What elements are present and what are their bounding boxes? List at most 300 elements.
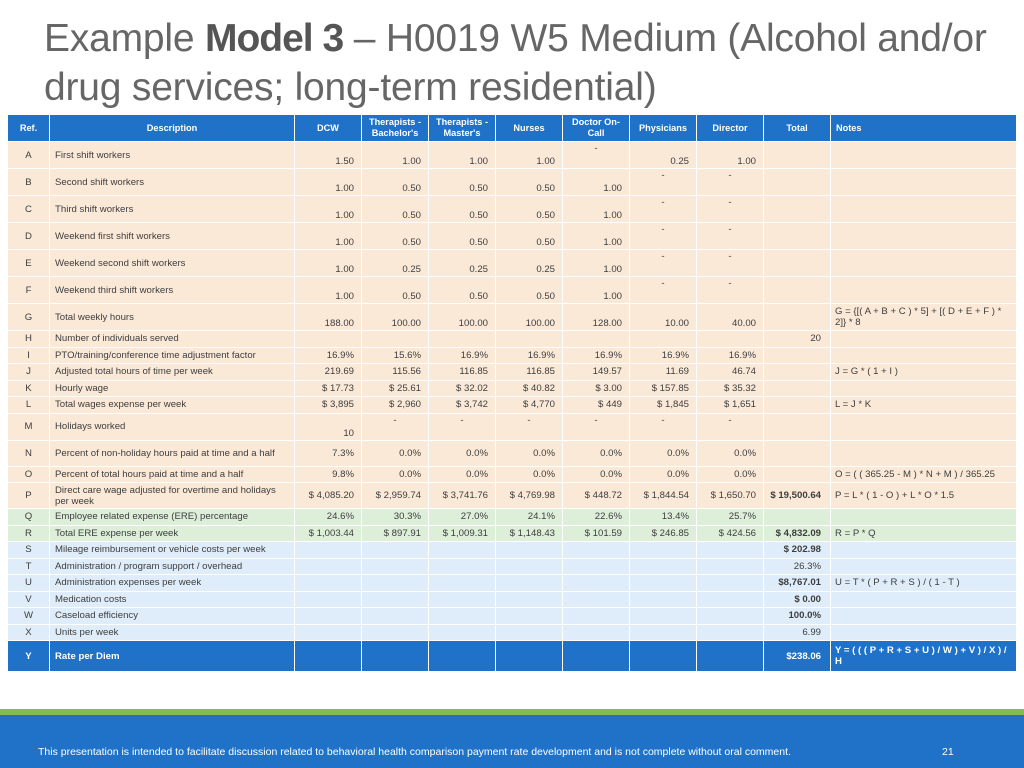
cell-therapists-bachelors bbox=[362, 331, 428, 347]
cell-total: 26.3% bbox=[764, 559, 830, 575]
cell-therapists-bachelors bbox=[362, 625, 428, 641]
cell-notes bbox=[831, 331, 1016, 347]
row-ref: V bbox=[8, 592, 49, 608]
row-ref: B bbox=[8, 169, 49, 195]
cell-notes bbox=[831, 608, 1016, 624]
cell-physicians: 11.69 bbox=[630, 364, 696, 380]
cell-dcw: 7.3% bbox=[295, 441, 361, 466]
cell-therapists-masters: 0.50 bbox=[429, 169, 495, 195]
cell-director: 0.0% bbox=[697, 441, 763, 466]
header-row bbox=[8, 115, 1016, 141]
cell-notes: R = P * Q bbox=[831, 526, 1016, 542]
cell-doctor-on-call: 0.0% bbox=[563, 441, 629, 466]
row-description: Hourly wage bbox=[50, 381, 294, 397]
table-row bbox=[8, 414, 1016, 440]
cell-director: 0.0% bbox=[697, 467, 763, 483]
cell-therapists-bachelors: 0.50 bbox=[362, 277, 428, 303]
cell-therapists-masters: 27.0% bbox=[429, 509, 495, 525]
cell-director: 46.74 bbox=[697, 364, 763, 380]
cell-notes bbox=[831, 381, 1016, 397]
cell-therapists-masters: 0.0% bbox=[429, 467, 495, 483]
row-ref: S bbox=[8, 542, 49, 558]
cell-doctor-on-call: $ 101.59 bbox=[563, 526, 629, 542]
cell-director: $ 1,650.70 bbox=[697, 483, 763, 508]
cell-nurses: 24.1% bbox=[496, 509, 562, 525]
cell-total bbox=[764, 142, 830, 168]
cell-total: 6.99 bbox=[764, 625, 830, 641]
row-description: Administration / program support / overhead bbox=[50, 559, 294, 575]
cell-total: $ 0.00 bbox=[764, 592, 830, 608]
cell-therapists-masters: 16.9% bbox=[429, 348, 495, 364]
cell-notes: Y = ( ( ( P + R + S + U ) / W ) + V ) / X ) / H bbox=[831, 641, 1016, 671]
page-title bbox=[44, 14, 1004, 112]
cell-director bbox=[697, 559, 763, 575]
cell-empty bbox=[362, 641, 428, 671]
cell-empty bbox=[563, 641, 629, 671]
row-ref: M bbox=[8, 414, 49, 440]
row-ref: E bbox=[8, 250, 49, 276]
cell-doctor-on-call: - bbox=[563, 142, 629, 168]
table-row bbox=[8, 542, 1016, 558]
cell-director: $ 1,651 bbox=[697, 397, 763, 413]
cell-therapists-masters: 0.25 bbox=[429, 250, 495, 276]
header-doctor-on-call: Doctor On-Call bbox=[563, 115, 629, 141]
cell-total bbox=[764, 467, 830, 483]
cell-therapists-bachelors: $ 25.61 bbox=[362, 381, 428, 397]
cell-nurses: 0.25 bbox=[496, 250, 562, 276]
row-ref: I bbox=[8, 348, 49, 364]
cell-therapists-masters: 0.50 bbox=[429, 223, 495, 249]
cell-therapists-bachelors bbox=[362, 608, 428, 624]
header-therapists-masters: Therapists - Master's bbox=[429, 115, 495, 141]
cell-doctor-on-call bbox=[563, 608, 629, 624]
cell-director: - bbox=[697, 223, 763, 249]
cell-notes: J = G * ( 1 + I ) bbox=[831, 364, 1016, 380]
table-row bbox=[8, 223, 1016, 249]
cell-director: - bbox=[697, 414, 763, 440]
cell-physicians bbox=[630, 592, 696, 608]
cell-dcw bbox=[295, 592, 361, 608]
cell-director: - bbox=[697, 169, 763, 195]
cell-physicians bbox=[630, 331, 696, 347]
cell-director: 16.9% bbox=[697, 348, 763, 364]
row-ref: J bbox=[8, 364, 49, 380]
cell-director: $ 35.32 bbox=[697, 381, 763, 397]
cell-doctor-on-call: 22.6% bbox=[563, 509, 629, 525]
rate-per-diem-row bbox=[8, 641, 1016, 671]
cell-therapists-bachelors: 1.00 bbox=[362, 142, 428, 168]
row-ref: N bbox=[8, 441, 49, 466]
row-ref: Y bbox=[8, 641, 49, 671]
cell-doctor-on-call bbox=[563, 625, 629, 641]
cell-therapists-bachelors: 0.50 bbox=[362, 169, 428, 195]
cell-therapists-masters: $ 3,741.76 bbox=[429, 483, 495, 508]
table-row bbox=[8, 592, 1016, 608]
row-ref: X bbox=[8, 625, 49, 641]
cell-total: 100.0% bbox=[764, 608, 830, 624]
cell-physicians: - bbox=[630, 277, 696, 303]
table-row bbox=[8, 608, 1016, 624]
cell-total bbox=[764, 414, 830, 440]
cell-therapists-bachelors: 0.50 bbox=[362, 196, 428, 222]
cell-dcw bbox=[295, 559, 361, 575]
cell-empty bbox=[697, 641, 763, 671]
row-description: PTO/training/conference time adjustment factor bbox=[50, 348, 294, 364]
cell-nurses bbox=[496, 608, 562, 624]
cell-dcw: $ 1,003.44 bbox=[295, 526, 361, 542]
cell-nurses: $ 40.82 bbox=[496, 381, 562, 397]
cell-director bbox=[697, 542, 763, 558]
cell-therapists-masters: 0.50 bbox=[429, 277, 495, 303]
row-ref: U bbox=[8, 575, 49, 591]
cell-doctor-on-call: 0.0% bbox=[563, 467, 629, 483]
cell-director bbox=[697, 608, 763, 624]
cell-doctor-on-call: 149.57 bbox=[563, 364, 629, 380]
cell-total: $238.06 bbox=[764, 641, 830, 671]
cell-dcw: 219.69 bbox=[295, 364, 361, 380]
cell-director: - bbox=[697, 196, 763, 222]
row-ref: W bbox=[8, 608, 49, 624]
cell-doctor-on-call bbox=[563, 559, 629, 575]
cell-director: - bbox=[697, 277, 763, 303]
cell-director bbox=[697, 575, 763, 591]
cell-empty bbox=[429, 641, 495, 671]
cell-nurses bbox=[496, 542, 562, 558]
cell-notes bbox=[831, 625, 1016, 641]
row-ref: G bbox=[8, 304, 49, 330]
cell-nurses: 16.9% bbox=[496, 348, 562, 364]
cell-nurses: 0.0% bbox=[496, 441, 562, 466]
row-description: Total ERE expense per week bbox=[50, 526, 294, 542]
cell-empty bbox=[630, 641, 696, 671]
title-suffix: – H0019 W5 Medium (Alcohol and/or drug services; long-term residential) bbox=[44, 17, 987, 109]
cell-dcw bbox=[295, 331, 361, 347]
header-therapists-bachelors: Therapists - Bachelor's bbox=[362, 115, 428, 141]
cell-therapists-masters bbox=[429, 625, 495, 641]
cell-doctor-on-call bbox=[563, 331, 629, 347]
header-physicians: Physicians bbox=[630, 115, 696, 141]
cell-director: - bbox=[697, 250, 763, 276]
cell-nurses: 100.00 bbox=[496, 304, 562, 330]
cell-doctor-on-call: $ 3.00 bbox=[563, 381, 629, 397]
cell-notes bbox=[831, 223, 1016, 249]
cell-doctor-on-call bbox=[563, 542, 629, 558]
cell-therapists-bachelors: 0.50 bbox=[362, 223, 428, 249]
row-ref: R bbox=[8, 526, 49, 542]
header-total: Total bbox=[764, 115, 830, 141]
row-ref: T bbox=[8, 559, 49, 575]
cell-notes: O = ( ( 365.25 - M ) * N + M ) / 365.25 bbox=[831, 467, 1016, 483]
cell-notes bbox=[831, 542, 1016, 558]
cell-nurses: 0.50 bbox=[496, 277, 562, 303]
row-ref: O bbox=[8, 467, 49, 483]
row-description: First shift workers bbox=[50, 142, 294, 168]
cell-therapists-masters bbox=[429, 559, 495, 575]
cell-physicians: 16.9% bbox=[630, 348, 696, 364]
cell-notes bbox=[831, 509, 1016, 525]
cell-physicians: - bbox=[630, 223, 696, 249]
cell-nurses bbox=[496, 575, 562, 591]
cell-total bbox=[764, 397, 830, 413]
header-dcw: DCW bbox=[295, 115, 361, 141]
row-ref: D bbox=[8, 223, 49, 249]
cell-nurses bbox=[496, 625, 562, 641]
cell-notes bbox=[831, 169, 1016, 195]
table-row bbox=[8, 277, 1016, 303]
row-description: Weekend third shift workers bbox=[50, 277, 294, 303]
cell-dcw: 1.00 bbox=[295, 196, 361, 222]
cell-notes bbox=[831, 592, 1016, 608]
cell-therapists-bachelors: 100.00 bbox=[362, 304, 428, 330]
cell-nurses: $ 4,770 bbox=[496, 397, 562, 413]
cell-physicians: $ 246.85 bbox=[630, 526, 696, 542]
cell-physicians bbox=[630, 625, 696, 641]
cell-notes: P = L * ( 1 - O ) + L * O * 1.5 bbox=[831, 483, 1016, 508]
cell-therapists-masters bbox=[429, 331, 495, 347]
cell-notes bbox=[831, 441, 1016, 466]
footer-disclaimer: This presentation is intended to facilitate discussion related to behavioral health comparison payment rate development and is not complete without oral comment. bbox=[38, 746, 791, 758]
cell-therapists-masters: $ 1,009.31 bbox=[429, 526, 495, 542]
cell-therapists-masters bbox=[429, 575, 495, 591]
cell-therapists-bachelors bbox=[362, 542, 428, 558]
cell-doctor-on-call: 1.00 bbox=[563, 196, 629, 222]
cell-therapists-masters: 0.50 bbox=[429, 196, 495, 222]
table-row bbox=[8, 483, 1016, 508]
table-row bbox=[8, 304, 1016, 330]
cell-total: $8,767.01 bbox=[764, 575, 830, 591]
table-row bbox=[8, 509, 1016, 525]
cell-nurses: 116.85 bbox=[496, 364, 562, 380]
cell-notes bbox=[831, 250, 1016, 276]
row-description: Mileage reimbursement or vehicle costs per week bbox=[50, 542, 294, 558]
cell-dcw: 10 bbox=[295, 414, 361, 440]
cell-total bbox=[764, 348, 830, 364]
cell-nurses: 0.50 bbox=[496, 169, 562, 195]
row-ref: P bbox=[8, 483, 49, 508]
cell-total bbox=[764, 304, 830, 330]
cell-therapists-bachelors: - bbox=[362, 414, 428, 440]
cell-physicians bbox=[630, 575, 696, 591]
cell-therapists-bachelors: 115.56 bbox=[362, 364, 428, 380]
cell-dcw bbox=[295, 542, 361, 558]
table-row bbox=[8, 196, 1016, 222]
cell-director: 40.00 bbox=[697, 304, 763, 330]
table-row bbox=[8, 348, 1016, 364]
cell-therapists-masters: - bbox=[429, 414, 495, 440]
cell-nurses: 0.0% bbox=[496, 467, 562, 483]
cell-therapists-masters bbox=[429, 592, 495, 608]
cell-director bbox=[697, 625, 763, 641]
table-row bbox=[8, 625, 1016, 641]
cell-physicians: 13.4% bbox=[630, 509, 696, 525]
cell-physicians: - bbox=[630, 414, 696, 440]
cell-nurses bbox=[496, 559, 562, 575]
cell-director: $ 424.56 bbox=[697, 526, 763, 542]
footer-bar bbox=[0, 709, 1024, 768]
cell-notes bbox=[831, 196, 1016, 222]
cell-notes: G = {[( A + B + C ) * 5] + [( D + E + F ) * 2]} * 8 bbox=[831, 304, 1016, 330]
cell-total bbox=[764, 250, 830, 276]
cell-notes: L = J * K bbox=[831, 397, 1016, 413]
cell-total: 20 bbox=[764, 331, 830, 347]
cell-dcw: $ 3,895 bbox=[295, 397, 361, 413]
cell-physicians bbox=[630, 559, 696, 575]
row-ref: F bbox=[8, 277, 49, 303]
cell-therapists-masters: 0.0% bbox=[429, 441, 495, 466]
row-ref: A bbox=[8, 142, 49, 168]
cell-doctor-on-call: 1.00 bbox=[563, 250, 629, 276]
cell-notes: U = T * ( P + R + S ) / ( 1 - T ) bbox=[831, 575, 1016, 591]
cell-nurses bbox=[496, 331, 562, 347]
cell-physicians bbox=[630, 542, 696, 558]
cell-dcw: 1.00 bbox=[295, 223, 361, 249]
row-description: Number of individuals served bbox=[50, 331, 294, 347]
row-description: Employee related expense (ERE) percentage bbox=[50, 509, 294, 525]
cell-doctor-on-call bbox=[563, 592, 629, 608]
table-row bbox=[8, 331, 1016, 347]
cell-notes bbox=[831, 277, 1016, 303]
row-description: Total wages expense per week bbox=[50, 397, 294, 413]
cell-doctor-on-call: - bbox=[563, 414, 629, 440]
cell-doctor-on-call: 16.9% bbox=[563, 348, 629, 364]
cell-therapists-bachelors bbox=[362, 559, 428, 575]
cell-therapists-bachelors: 30.3% bbox=[362, 509, 428, 525]
cell-notes bbox=[831, 348, 1016, 364]
table-row bbox=[8, 381, 1016, 397]
cell-nurses: 0.50 bbox=[496, 223, 562, 249]
cell-physicians: $ 1,845 bbox=[630, 397, 696, 413]
row-description: Caseload efficiency bbox=[50, 608, 294, 624]
cell-therapists-bachelors: 0.0% bbox=[362, 441, 428, 466]
cell-director bbox=[697, 592, 763, 608]
cell-therapists-masters bbox=[429, 608, 495, 624]
cell-total: $ 202.98 bbox=[764, 542, 830, 558]
cell-doctor-on-call: $ 449 bbox=[563, 397, 629, 413]
footer-accent-band bbox=[0, 709, 1024, 715]
table-row bbox=[8, 364, 1016, 380]
cell-total: $ 19,500.64 bbox=[764, 483, 830, 508]
table-row bbox=[8, 559, 1016, 575]
cell-dcw: 1.00 bbox=[295, 277, 361, 303]
table-body bbox=[8, 142, 1016, 671]
cell-therapists-bachelors bbox=[362, 592, 428, 608]
cell-director: 25.7% bbox=[697, 509, 763, 525]
row-description: Holidays worked bbox=[50, 414, 294, 440]
row-description: Second shift workers bbox=[50, 169, 294, 195]
cell-empty bbox=[496, 641, 562, 671]
cell-total bbox=[764, 441, 830, 466]
cell-physicians: - bbox=[630, 196, 696, 222]
cell-dcw bbox=[295, 575, 361, 591]
cell-total bbox=[764, 381, 830, 397]
cell-nurses: 1.00 bbox=[496, 142, 562, 168]
cell-dcw: 1.00 bbox=[295, 250, 361, 276]
cell-therapists-masters: 1.00 bbox=[429, 142, 495, 168]
cell-dcw bbox=[295, 625, 361, 641]
cell-dcw: $ 17.73 bbox=[295, 381, 361, 397]
row-description: Third shift workers bbox=[50, 196, 294, 222]
row-description: Percent of total hours paid at time and a half bbox=[50, 467, 294, 483]
cell-physicians: - bbox=[630, 250, 696, 276]
cell-physicians: 10.00 bbox=[630, 304, 696, 330]
row-ref: C bbox=[8, 196, 49, 222]
row-description: Direct care wage adjusted for overtime and holidays per week bbox=[50, 483, 294, 508]
header-director: Director bbox=[697, 115, 763, 141]
cell-dcw: 16.9% bbox=[295, 348, 361, 364]
cell-therapists-bachelors bbox=[362, 575, 428, 591]
cell-therapists-masters bbox=[429, 542, 495, 558]
table-row bbox=[8, 441, 1016, 466]
cell-empty bbox=[295, 641, 361, 671]
cell-total: $ 4,832.09 bbox=[764, 526, 830, 542]
cell-dcw: 24.6% bbox=[295, 509, 361, 525]
row-ref: K bbox=[8, 381, 49, 397]
row-description: Weekend second shift workers bbox=[50, 250, 294, 276]
cell-doctor-on-call: 1.00 bbox=[563, 277, 629, 303]
cell-therapists-bachelors: 15.6% bbox=[362, 348, 428, 364]
cell-total bbox=[764, 223, 830, 249]
cell-nurses: $ 1,148.43 bbox=[496, 526, 562, 542]
table-row bbox=[8, 142, 1016, 168]
cell-dcw: 9.8% bbox=[295, 467, 361, 483]
table-row bbox=[8, 169, 1016, 195]
table-row bbox=[8, 250, 1016, 276]
row-description: Adjusted total hours of time per week bbox=[50, 364, 294, 380]
cell-dcw: 188.00 bbox=[295, 304, 361, 330]
row-ref: L bbox=[8, 397, 49, 413]
cell-physicians: 0.0% bbox=[630, 441, 696, 466]
cell-total bbox=[764, 196, 830, 222]
row-description: Medication costs bbox=[50, 592, 294, 608]
cell-dcw: 1.50 bbox=[295, 142, 361, 168]
cell-doctor-on-call: 128.00 bbox=[563, 304, 629, 330]
row-ref: H bbox=[8, 331, 49, 347]
cell-nurses: - bbox=[496, 414, 562, 440]
cell-dcw: $ 4,085.20 bbox=[295, 483, 361, 508]
table-row bbox=[8, 467, 1016, 483]
cell-nurses bbox=[496, 592, 562, 608]
cell-doctor-on-call: $ 448.72 bbox=[563, 483, 629, 508]
cell-therapists-masters: 116.85 bbox=[429, 364, 495, 380]
cell-notes bbox=[831, 142, 1016, 168]
cell-physicians bbox=[630, 608, 696, 624]
cell-total bbox=[764, 509, 830, 525]
row-description: Percent of non-holiday hours paid at time and a half bbox=[50, 441, 294, 466]
cell-physicians: 0.25 bbox=[630, 142, 696, 168]
cell-notes bbox=[831, 559, 1016, 575]
cell-doctor-on-call: 1.00 bbox=[563, 169, 629, 195]
cell-physicians: 0.0% bbox=[630, 467, 696, 483]
cell-total bbox=[764, 364, 830, 380]
row-description: Total weekly hours bbox=[50, 304, 294, 330]
row-description: Rate per Diem bbox=[50, 641, 294, 671]
header-description: Description bbox=[50, 115, 294, 141]
cell-director: 1.00 bbox=[697, 142, 763, 168]
cell-physicians: $ 1,844.54 bbox=[630, 483, 696, 508]
cell-therapists-bachelors: $ 897.91 bbox=[362, 526, 428, 542]
cell-therapists-bachelors: $ 2,960 bbox=[362, 397, 428, 413]
title-prefix: Example bbox=[44, 17, 205, 60]
header-ref: Ref. bbox=[8, 115, 49, 141]
cell-total bbox=[764, 277, 830, 303]
page-number: 21 bbox=[942, 746, 954, 758]
title-model: Model 3 bbox=[204, 17, 344, 60]
cell-dcw: 1.00 bbox=[295, 169, 361, 195]
table-row bbox=[8, 526, 1016, 542]
cell-doctor-on-call bbox=[563, 575, 629, 591]
cell-notes bbox=[831, 414, 1016, 440]
cell-dcw bbox=[295, 608, 361, 624]
